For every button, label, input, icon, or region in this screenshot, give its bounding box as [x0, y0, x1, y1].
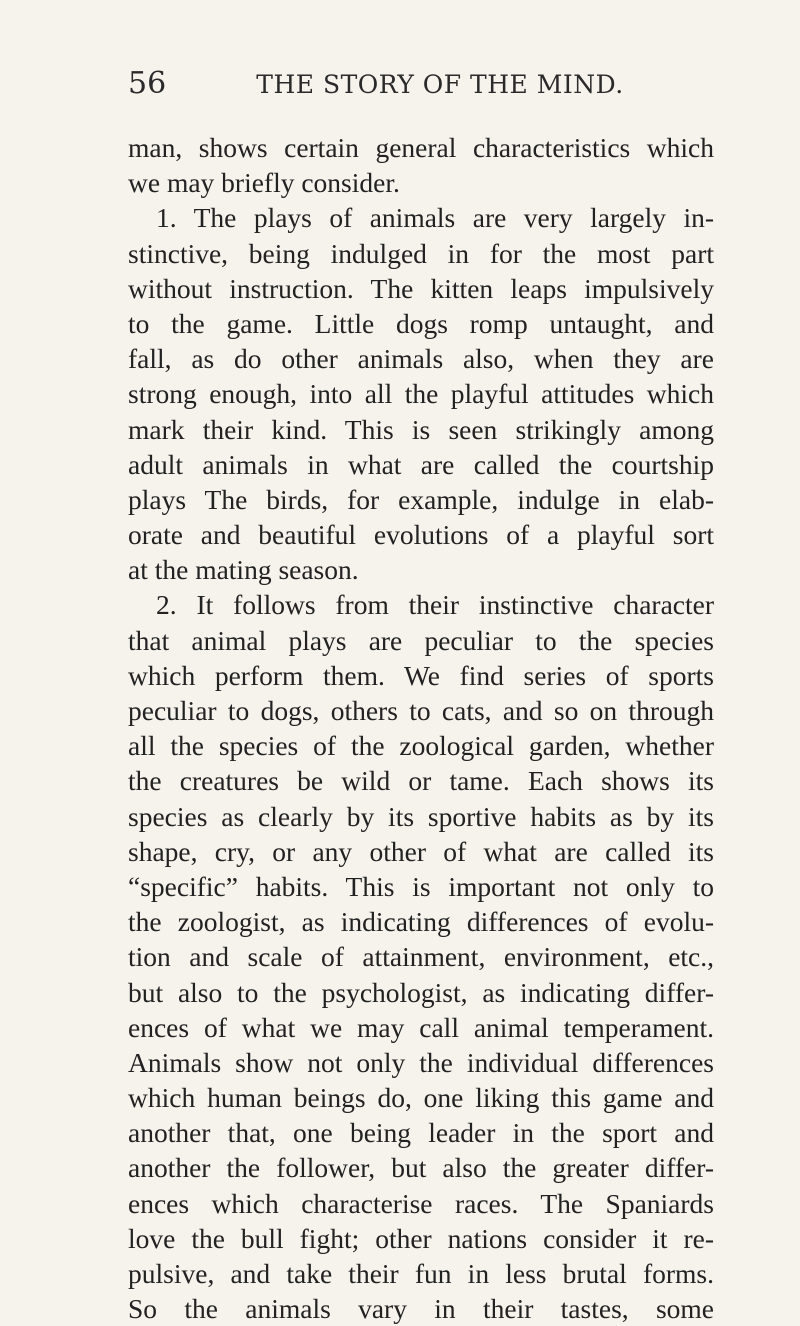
text-line: to the game. Little dogs romp untaught, and [128, 307, 714, 339]
text-line: Animals show not only the individual differences [128, 1046, 714, 1078]
text-line: 2. It follows from their instinctive character [156, 589, 714, 621]
page-number: 56 [128, 66, 167, 101]
text-line: another that, one being leader in the sport and [128, 1117, 714, 1149]
text-line: pulsive, and take their fun in less brutal forms. [128, 1258, 714, 1289]
text-line: all the species of the zoological garden, whether [128, 730, 714, 762]
text-line: tion and scale of attainment, environment, etc., [128, 941, 714, 973]
text-line: plays The birds, for example, indulge in elab- [128, 483, 714, 515]
text-line: another the follower, but also the greater differ- [128, 1152, 714, 1184]
text-line: fall, as do other animals also, when they are [128, 343, 714, 375]
text-line: orate and beautiful evolutions of a playful sort [128, 519, 714, 551]
text-line: love the bull fight; other nations consider it re- [128, 1222, 714, 1254]
text-line: but also to the psychologist, as indicating differ- [128, 976, 714, 1008]
running-head [128, 64, 712, 104]
text-line: the zoologist, as indicating differences of evolu- [128, 906, 714, 938]
text-line: which perform them. We find series of sports [128, 659, 714, 691]
text-line: peculiar to dogs, others to cats, and so on through [128, 695, 714, 726]
text-line: ences which characterise races. The Spaniards [128, 1187, 714, 1219]
running-title: THE STORY OF THE MIND. [256, 70, 624, 99]
text-line: shape, cry, or any other of what are called its [128, 835, 714, 867]
text-line: the creatures be wild or tame. Each shows its [128, 765, 714, 797]
text-line: adult animals in what are called the courtship [128, 448, 714, 480]
text-line: we may briefly consider. [128, 167, 400, 199]
text-line: 1. The plays of animals are very largely in- [156, 202, 714, 234]
text-line: So the animals vary in their tastes, some [128, 1293, 714, 1325]
text-line: “specific” habits. This is important not only to [128, 870, 714, 902]
text-line: species as clearly by its sportive habits as by its [128, 800, 714, 832]
text-line: that animal plays are peculiar to the species [128, 624, 714, 656]
text-line: stinctive, being indulged in for the most part [128, 237, 714, 269]
text-line: ences of what we may call animal temperament. [128, 1011, 714, 1043]
text-line: at the mating season. [128, 554, 359, 586]
text-line: mark their kind. This is seen strikingly among [128, 413, 714, 445]
text-line: without instruction. The kitten leaps impulsively [128, 272, 714, 304]
text-line: man, shows certain general characteristics which [128, 132, 714, 163]
body-text [128, 130, 714, 1326]
text-line: strong enough, into all the playful attitudes which [128, 378, 714, 410]
text-line: which human beings do, one liking this game and [128, 1082, 714, 1114]
